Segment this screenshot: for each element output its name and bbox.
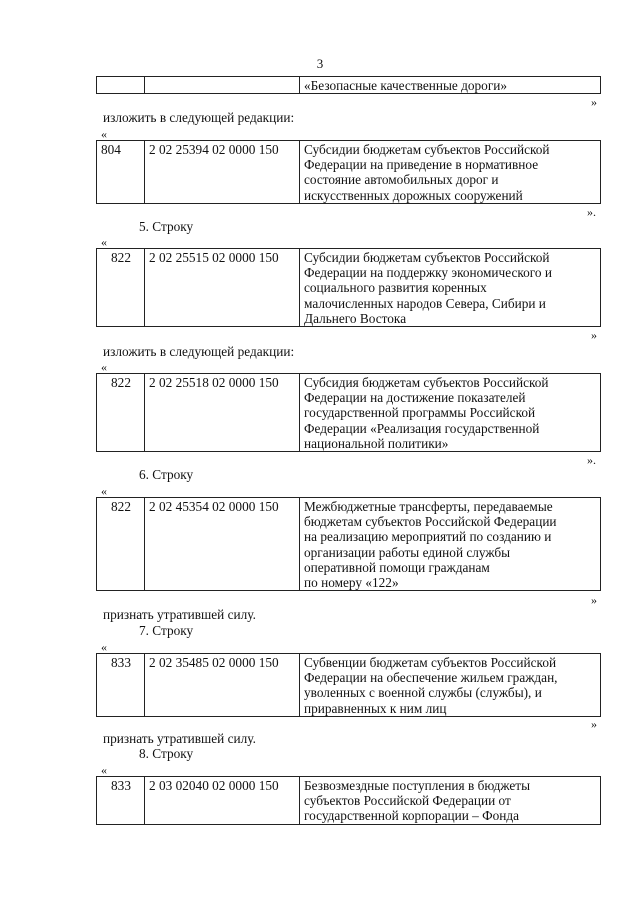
- description-line: Субсидии бюджетам субъектов Российской: [304, 142, 550, 157]
- closing-quote: ».: [587, 453, 596, 467]
- section-heading-6: 6. Строку: [139, 467, 194, 482]
- opening-quote: «: [101, 360, 107, 374]
- kbk-cell: 2 03 02040 02 0000 150: [145, 777, 300, 825]
- code-cell: 822: [97, 374, 145, 452]
- opening-quote: «: [101, 763, 107, 777]
- description-line: Субвенции бюджетам субъектов Российской: [304, 655, 557, 670]
- table-row-822-25518: [96, 373, 601, 452]
- table-row-822-25515: [96, 248, 601, 327]
- table-row-833-02040: [96, 776, 601, 825]
- description-line: Межбюджетные трансферты, передаваемые: [304, 499, 553, 514]
- description-line: социального развития коренных: [304, 280, 487, 296]
- description-line: Субсидии бюджетам субъектов Российской: [304, 250, 550, 265]
- section-heading-8: 8. Строку: [139, 746, 194, 761]
- description-line: приравненных к ним лиц: [304, 700, 447, 716]
- description-line: искусственных дорожных сооружений: [304, 187, 523, 203]
- description-line: бюджетам субъектов Российской Федерации: [304, 514, 557, 530]
- description-line: Федерации на приведение в нормативное: [304, 157, 539, 173]
- paragraph-repeal: признать утратившей силу.: [103, 731, 256, 746]
- description-cell: [300, 77, 601, 94]
- paragraph-edit: изложить в следующей редакции:: [103, 344, 295, 359]
- code-cell: 833: [97, 777, 145, 825]
- description-cell: [300, 777, 601, 825]
- description-line: организации работы единой службы: [304, 544, 511, 560]
- description-line: Безвозмездные поступления в бюджеты: [304, 778, 531, 793]
- kbk-cell: 2 02 35485 02 0000 150: [145, 654, 300, 717]
- description-line: Федерации «Реализация государственной: [304, 420, 540, 436]
- table-row-804: [96, 140, 601, 204]
- description-cell: [300, 141, 601, 204]
- description-cell: [300, 498, 601, 591]
- opening-quote: «: [101, 127, 107, 141]
- description-cell: [300, 654, 601, 717]
- section-heading-7: 7. Строку: [139, 623, 194, 638]
- closing-quote: »: [591, 593, 597, 607]
- code-cell: 833: [97, 654, 145, 717]
- closing-quote: »: [591, 328, 597, 342]
- closing-quote: ».: [587, 205, 596, 219]
- table-row-822-45354: [96, 497, 601, 591]
- description-line: «Безопасные качественные дороги»: [304, 78, 508, 93]
- description-line: Субсидия бюджетам субъектов Российской: [304, 375, 549, 390]
- description-line: уволенных с военной службы (службы), и: [304, 685, 542, 701]
- description-line: малочисленных народов Севера, Сибири и: [304, 295, 546, 311]
- paragraph-edit: изложить в следующей редакции:: [103, 110, 295, 125]
- kbk-cell: 2 02 25394 02 0000 150: [145, 141, 300, 204]
- description-line: государственной программы Российской: [304, 405, 536, 421]
- section-heading-5: 5. Строку: [139, 219, 194, 234]
- paragraph-repeal: признать утратившей силу.: [103, 607, 256, 622]
- code-cell: 822: [97, 498, 145, 591]
- kbk-cell: [145, 77, 300, 94]
- description-line: Дальнего Востока: [304, 310, 407, 326]
- description-line: на реализацию мероприятий по созданию и: [304, 529, 552, 545]
- kbk-cell: 2 02 45354 02 0000 150: [145, 498, 300, 591]
- description-line: субъектов Российской Федерации от: [304, 793, 511, 809]
- closing-quote: »: [591, 95, 597, 109]
- code-cell: 804: [97, 141, 145, 204]
- code-cell: [97, 77, 145, 94]
- opening-quote: «: [101, 484, 107, 498]
- table-row-833-35485: [96, 653, 601, 717]
- closing-quote: »: [591, 717, 597, 731]
- description-cell: [300, 374, 601, 452]
- kbk-cell: 2 02 25518 02 0000 150: [145, 374, 300, 452]
- description-cell: [300, 249, 601, 327]
- opening-quote: «: [101, 235, 107, 249]
- description-line: Федерации на поддержку экономического и: [304, 265, 553, 281]
- description-line: оперативной помощи гражданам: [304, 559, 490, 575]
- kbk-cell: 2 02 25515 02 0000 150: [145, 249, 300, 327]
- description-line: по номеру «122»: [304, 575, 399, 591]
- description-line: Федерации на достижение показателей: [304, 390, 526, 406]
- page-number: 3: [316, 56, 324, 71]
- code-cell: 822: [97, 249, 145, 327]
- description-line: состояние автомобильных дорог и: [304, 172, 499, 188]
- description-line: Федерации на обеспечение жильем граждан,: [304, 670, 558, 686]
- opening-quote: «: [101, 640, 107, 654]
- description-line: национальной политики»: [304, 435, 449, 451]
- table-row-top: [96, 76, 601, 94]
- description-line: государственной корпорации – Фонда: [304, 808, 520, 824]
